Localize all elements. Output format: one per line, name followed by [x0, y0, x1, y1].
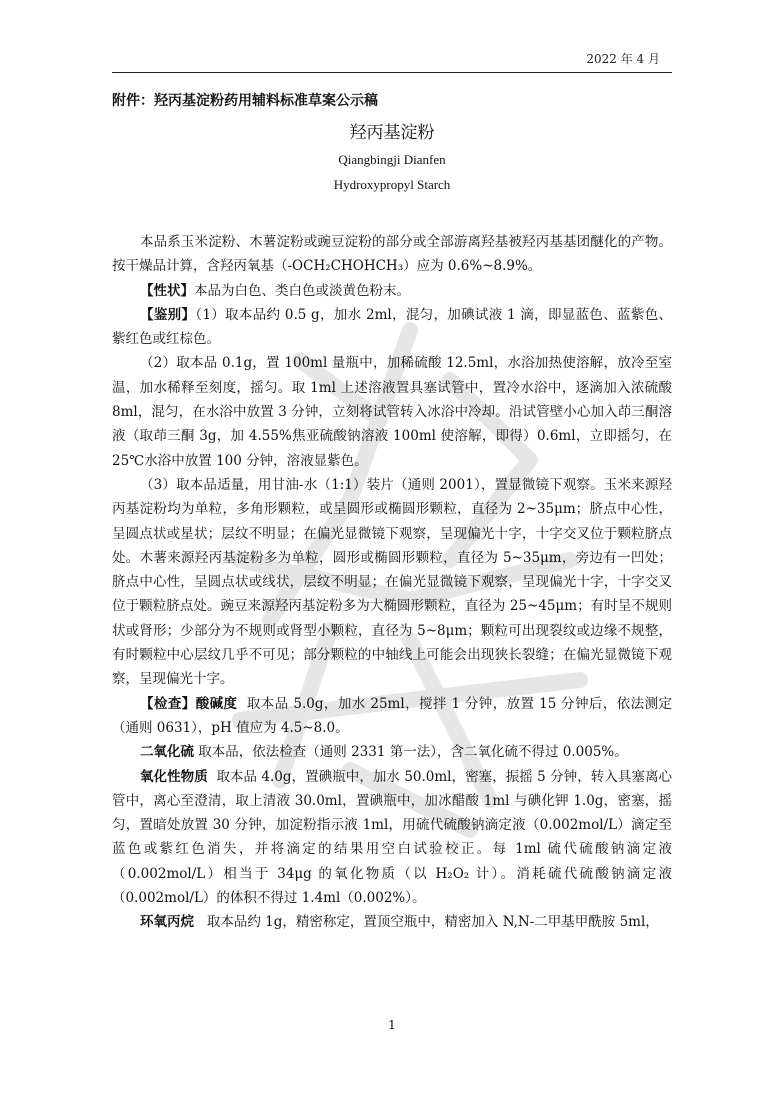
identification-item-1: （1）取本品约 0.5 g，加水 2ml，混匀，加碘试液 1 滴，即显蓝色、蓝紫色、紫红色或红棕色。	[112, 306, 673, 348]
acidity-text: 取本品 5.0g，加水 25ml，搅拌 1 分钟，放置 15 分钟后，依法测定（通则 0631），pH 值应为 4.5~8.0。	[112, 695, 672, 736]
epoxy-label: 环氧丙烷	[140, 914, 194, 931]
identification-label: 【鉴别】	[140, 306, 196, 323]
identification-paragraph-3: （3）取本品适量，用甘油-水（1:1）装片（通则 2001），置显微镜下观察。玉米来源羟丙基淀粉均为单粒，多角形颗粒，或呈圆形或椭圆形颗粒，直径为 2~35μm；脐点中心性，呈圆点状或星状；层纹不明显；在偏光显微镜下观察，呈现偏光十字，十字交叉位于颗粒脐点处。木薯来源羟丙基淀粉多为单粒，圆形或椭圆形颗粒，直径为 5~35μm，旁边有一凹处；脐点中心性，呈圆点状或线状，层纹不明显；在偏光显微镜下观察，呈现偏光十字，十字交叉位于颗粒脐点处。豌豆来源羟丙基淀粉多为大椭圆形颗粒，直径为 25~45μm；有时呈不规则状或肾形；少部分为不规则或肾型小颗粒，直径为 5~8μm；颗粒可出现裂纹或边缘不规整，有时颗粒中心层纹几乎不可见；部分颗粒的中轴线上可能会出现狭长裂缝；在偏光显微镜下观察，呈现偏光十字。	[112, 476, 672, 688]
oxidizing-text: 取本品 4.0g，置碘瓶中，加水 50.0ml，密塞，振摇 5 分钟，转入具塞离心管中，离心至澄清，取上清液 30.0ml，置碘瓶中，加冰醋酸 1ml 与碘化钾 1.0g，密塞，摇匀，置暗处放置 30 分钟，加淀粉指示液 1ml，用硫代硫酸钠滴定液（0.002mol/L）滴定至蓝色或紫红色消失，并将滴定的结果用空白试验校正。每 1ml 硫代硫酸钠滴定液（0.002mol/L）相当于 34μg 的氧化物质（以 H₂O₂ 计）。消耗硫代硫酸钠滴定液（0.002mol/L）的体积不得过 1.4ml（0.002%）。	[112, 768, 672, 907]
epoxy-paragraph	[112, 910, 672, 934]
properties-text: 本品为白色、类白色或淡黄色粉末。	[194, 282, 410, 299]
so2-paragraph	[112, 740, 672, 764]
properties-paragraph	[112, 279, 672, 303]
english-name: Hydroxypropyl Starch	[333, 177, 451, 192]
intro-paragraph: 本品系玉米淀粉、木薯淀粉或豌豆淀粉的部分或全部游离羟基被羟丙基基团醚化的产物。按干燥品计算，含羟丙氧基（-OCH₂CHOHCH₃）应为 0.6%~8.9%。	[112, 234, 672, 275]
identification-paragraph-2: （2）取本品 0.1g，置 100ml 量瓶中，加稀硫酸 12.5ml，水浴加热使溶解，放冷至室温，加水稀释至刻度，摇匀。取 1ml 上述溶液置具塞试管中，置冷水浴中，逐滴加入浓硫酸 8ml，混匀，在水浴中放置 3 分钟，立刻将试管转入冰浴中冷却。沿试管壁小心加入茚三酮溶液（取茚三酮 3g，加 4.55%焦亚硫酸钠溶液 100ml 使溶解，即得）0.6ml，立即摇匀，在 25℃水浴中放置 100 分钟，溶液显紫色。	[112, 355, 672, 469]
oxidizing-label: 氧化性物质	[140, 768, 208, 785]
oxidizing-paragraph	[112, 765, 672, 911]
page-number: 1	[388, 1018, 396, 1032]
properties-label: 【性状】	[140, 282, 194, 299]
document-title: 羟丙基淀粉	[349, 123, 435, 143]
acidity-paragraph	[112, 692, 672, 741]
header-rule	[112, 72, 672, 73]
so2-label: 二氧化硫	[140, 744, 194, 761]
pinyin-name: Qiangbingji Dianfen	[338, 152, 446, 167]
document-body	[112, 230, 672, 935]
so2-text: 取本品，依法检查（通则 2331 第一法），含二氧化硫不得过 0.005%。	[198, 744, 628, 761]
epoxy-text: 取本品约 1g，精密称定，置顶空瓶中，精密加入 N,N-二甲基甲酰胺 5ml，	[206, 914, 659, 931]
identification-paragraph-1	[112, 303, 672, 352]
header-date: 2022 年 4 月	[586, 52, 660, 66]
attachment-title: 附件：羟丙基淀粉药用辅料标准草案公示稿	[112, 93, 378, 109]
acidity-label: 酸碱度	[195, 695, 238, 712]
tests-label: 【检查】	[140, 695, 196, 712]
